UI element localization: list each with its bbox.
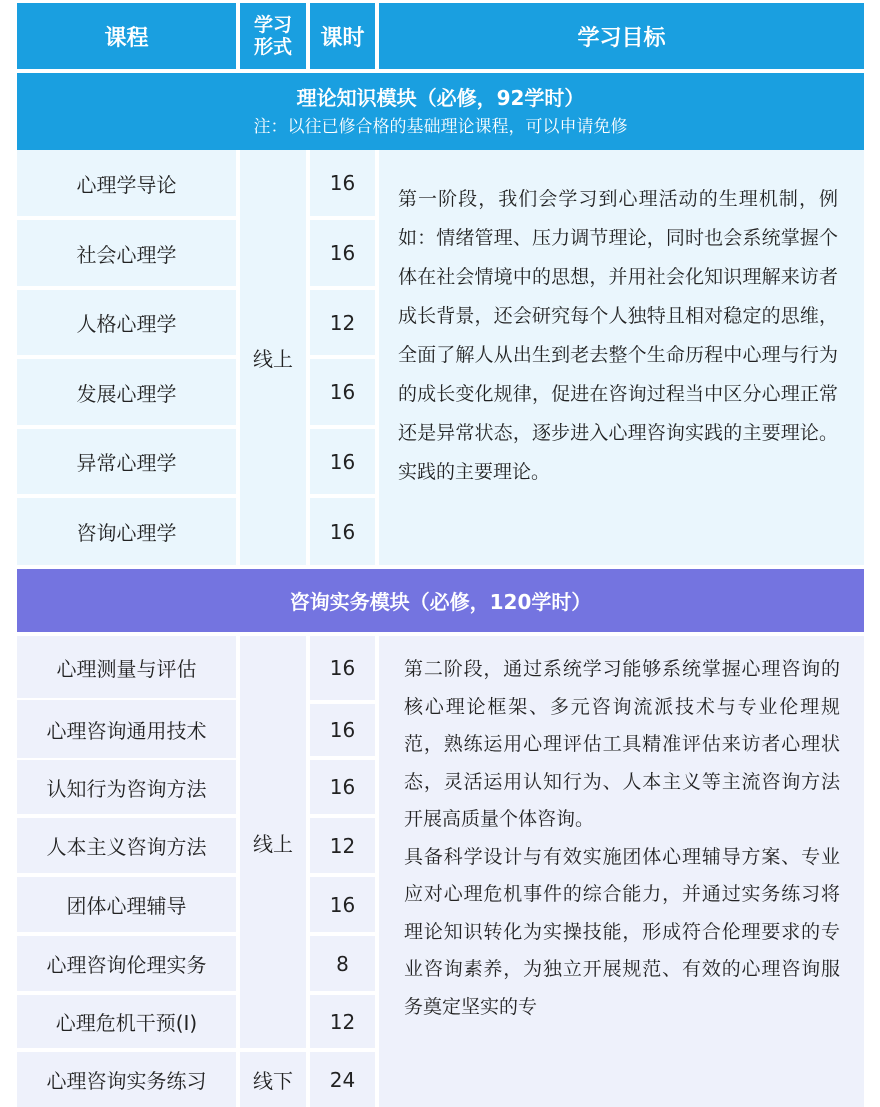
- section1-hours: 16: [310, 429, 375, 494]
- section1-hours: 12: [310, 290, 375, 355]
- section2-mode-online: 线上: [240, 636, 306, 1048]
- header-mode-line1: 学习: [253, 14, 292, 36]
- section2-course: 心理咨询实务练习: [17, 1052, 236, 1107]
- header-hours: 课时: [310, 3, 375, 69]
- section2-hours: 16: [310, 760, 375, 814]
- section2-goal-p1: 第二阶段，通过系统学习能够系统掌握心理咨询的核心理论框架、多元咨询流派技术与专业伦理规范，熟练运用心理评估工具精准评估来访者心理状态，灵活运用认知行为、人本主义等主流咨询方法开展高质量个体咨询。: [404, 658, 840, 830]
- header-mode-line2: 形式: [253, 36, 292, 58]
- section1-course: 社会心理学: [17, 220, 236, 286]
- section2-hours: 8: [310, 936, 375, 991]
- section2-course: 心理咨询通用技术: [17, 700, 236, 758]
- section1-course: 咨询心理学: [17, 498, 236, 565]
- section2-hours: 12: [310, 995, 375, 1048]
- header-course: 课程: [17, 3, 236, 69]
- section2-mode-offline: 线下: [240, 1052, 306, 1107]
- section2-hours: 12: [310, 818, 375, 873]
- section2-course: 心理测量与评估: [17, 636, 236, 698]
- section1-course: 发展心理学: [17, 359, 236, 425]
- section2-course: 认知行为咨询方法: [17, 760, 236, 814]
- section1-banner: [17, 73, 864, 150]
- section2-course: 心理咨询伦理实务: [17, 936, 236, 991]
- section1-title: 理论知识模块（必修，92学时）: [296, 85, 585, 110]
- section1-course: 异常心理学: [17, 429, 236, 494]
- header-goal: 学习目标: [379, 3, 864, 69]
- section1-goal: 第一阶段，我们会学习到心理活动的生理机制，例如：情绪管理、压力调节理论，同时也会系统掌握个体在社会情境中的思想，并用社会化知识理解来访者成长背景，还会研究每个人独特且相对稳定的思维，全面了解人从出生到老去整个生命历程中心理与行为的成长变化规律，促进在咨询过程当中区分心理正常还是异常状态，逐步进入心理咨询实践的主要理论。实践的主要理论。: [398, 188, 838, 483]
- section2-course: 心理危机干预(Ⅰ): [17, 995, 236, 1048]
- section1-note: 注：以往已修合格的基础理论课程，可以申请免修: [253, 116, 628, 137]
- header-mode: [240, 3, 306, 69]
- section1-course: 心理学导论: [17, 150, 236, 216]
- section2-goal-p2: 具备科学设计与有效实施团体心理辅导方案、专业应对心理危机事件的综合能力，并通过实务练习将理论知识转化为实操技能，形成符合伦理要求的专业咨询素养，为独立开展规范、有效的心理咨询服务奠定坚实的专: [404, 845, 840, 1018]
- section2-course: 团体心理辅导: [17, 877, 236, 932]
- section1-hours: 16: [310, 359, 375, 425]
- section2-course: 人本主义咨询方法: [17, 818, 236, 873]
- section1-hours: 16: [310, 150, 375, 216]
- section1-course: 人格心理学: [17, 290, 236, 355]
- section2-hours: 16: [310, 636, 375, 700]
- section2-goal-text: [404, 651, 840, 1103]
- section1-goal-text: [398, 180, 838, 492]
- section1-mode: 线上: [240, 150, 306, 565]
- section2-title: 咨询实务模块（必修，120学时）: [289, 590, 592, 614]
- section2-hours: 16: [310, 704, 375, 756]
- section2-hours: 16: [310, 877, 375, 932]
- section1-hours: 16: [310, 498, 375, 565]
- section2-banner: [17, 569, 864, 632]
- section2-hours: 24: [310, 1052, 375, 1107]
- section1-hours: 16: [310, 220, 375, 286]
